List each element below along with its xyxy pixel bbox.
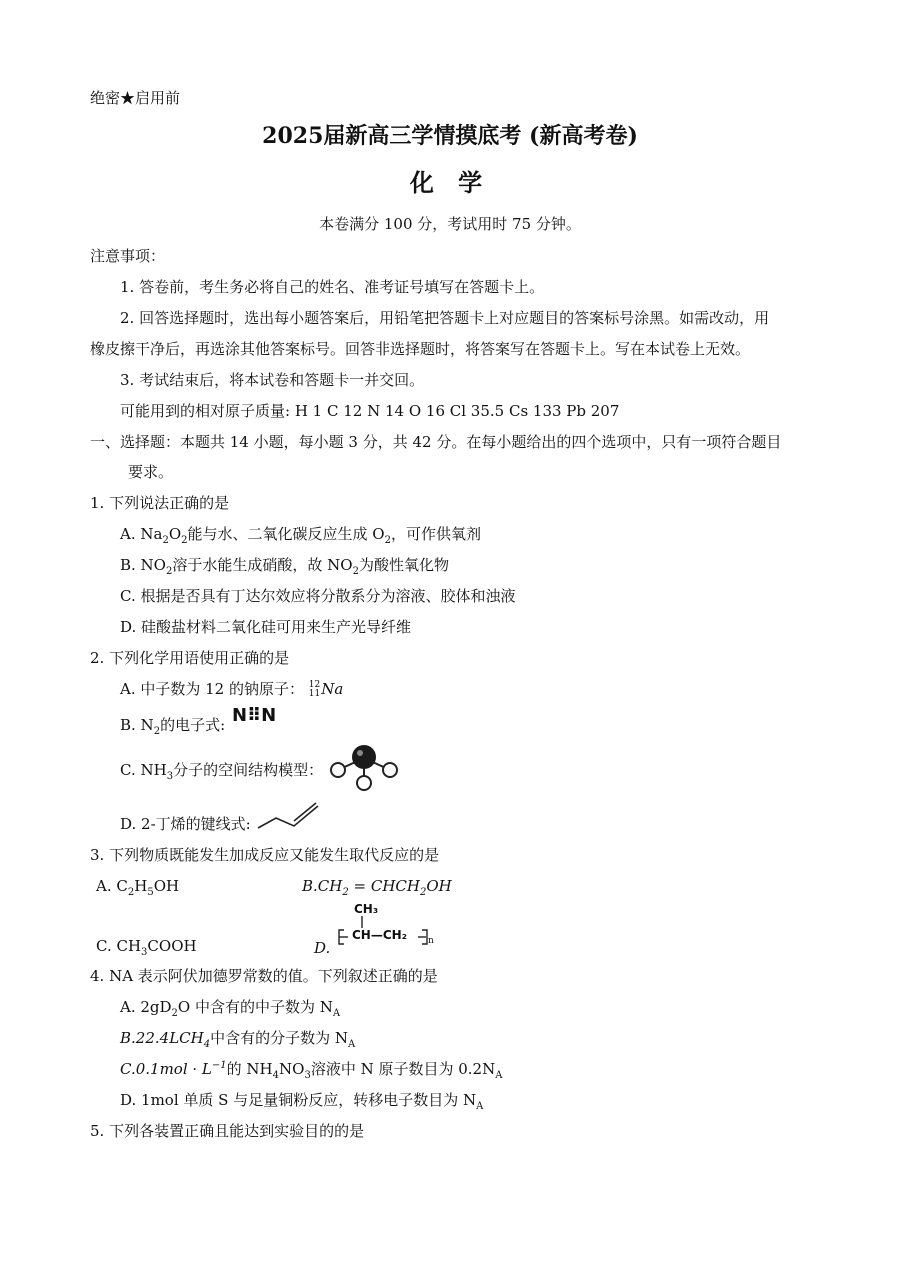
butene-skeletal-image xyxy=(256,800,322,832)
polymer-n: n xyxy=(428,936,434,946)
q1-option-d: D. 硅酸盐材料二氧化硅可用来生产光导纤维 xyxy=(120,618,412,636)
score-info: 本卷满分 100 分，考试用时 75 分钟。 xyxy=(319,215,581,233)
q4-stem: 4. NA 表示阿伏加德罗常数的值。下列叙述正确的是 xyxy=(90,967,438,985)
q3-option-a: A. $C_2H_5OH$ xyxy=(96,877,180,898)
q4-option-d: D. 1mol 单质 S 与足量铜粉反应，转移电子数目为 $N_A$ xyxy=(120,1091,484,1112)
q1-option-a: A. $Na_2O_2$能与水、二氧化碳反应生成 $O_2$，可作供氧剂 xyxy=(120,525,481,546)
section-heading-line1: 一、选择题：本题共 14 小题，每小题 3 分，共 42 分。在每小题给出的四个选项中，只有一项符合题目 xyxy=(90,433,782,451)
nuclide-notation: 12 11 xyxy=(308,680,321,699)
note-2-line2: 橡皮擦干净后，再选涂其他答案标号。回答非选择题时，将答案写在答题卡上。写在本试卷上无效。 xyxy=(90,340,751,358)
q3-option-d-label: D. xyxy=(314,939,331,957)
q3-option-b: $B.CH_2$ = $CHCH_2OH$ xyxy=(302,877,452,898)
subject-title: 化 学 xyxy=(409,168,491,197)
q1-option-b: B. $NO_2$溶于水能生成硝酸，故 $NO_2$为酸性氧化物 xyxy=(120,556,449,577)
q4-option-a: A. $2gD_2O$ 中含有的中子数为 $N_A$ xyxy=(120,998,341,1019)
q2-option-b: B. $N_2$的电子式: xyxy=(120,716,226,737)
q1-option-c: C. 根据是否具有丁达尔效应将分散系分为溶液、胶体和浊液 xyxy=(120,587,516,605)
atomic-masses: 可能用到的相对原子质量: H 1 C 12 N 14 O 16 Cl 35.5 Cs 133 Pb 207 xyxy=(120,402,620,420)
polymer-chain: CH—CH₂ xyxy=(352,928,407,942)
q4-option-b: $B.22.4LCH_4$中含有的分子数为 $N_A$ xyxy=(120,1029,356,1050)
q3-stem: 3. 下列物质既能发生加成反应又能发生取代反应的是 xyxy=(90,846,440,864)
q2-option-d: D. 2-丁烯的键线式: xyxy=(120,815,251,833)
n2-electron-formula: N⠿N xyxy=(232,705,277,726)
q4-option-c: $C.0.1mol \cdot L^{-1}$的 $NH_4NO_3$溶液中 N 原子数目为 $0.2N_A$ xyxy=(120,1060,503,1081)
q5-stem: 5. 下列各装置正确且能达到实验目的的是 xyxy=(90,1122,365,1140)
section-heading-line2: 要求。 xyxy=(128,463,174,481)
q1-stem: 1. 下列说法正确的是 xyxy=(90,494,230,512)
note-3: 3. 考试结束后，将本试卷和答题卡一并交回。 xyxy=(120,371,425,389)
q2-option-a: A. 中子数为 12 的钠原子： 12 11 Na xyxy=(120,680,344,699)
exam-title: 2025届新高三学情摸底考 (新高考卷) xyxy=(262,123,638,149)
polymer-ch3: CH₃ xyxy=(354,902,379,916)
q2-stem: 2. 下列化学用语使用正确的是 xyxy=(90,649,290,667)
notes-heading: 注意事项： xyxy=(90,247,166,265)
note-1: 1. 答卷前，考生务必将自己的姓名、准考证号填写在答题卡上。 xyxy=(120,278,545,296)
nh3-model-image xyxy=(324,740,404,796)
note-2-line1: 2. 回答选择题时，选出每小题答案后，用铅笔把答题卡上对应题目的答案标号涂黑。如需改动，用 xyxy=(120,309,770,327)
q2-option-c: C. $NH_3$分子的空间结构模型： xyxy=(120,761,324,782)
secret-mark: 绝密★启用前 xyxy=(90,89,181,107)
q3-option-c: C. $CH_3COOH$ xyxy=(96,937,197,958)
